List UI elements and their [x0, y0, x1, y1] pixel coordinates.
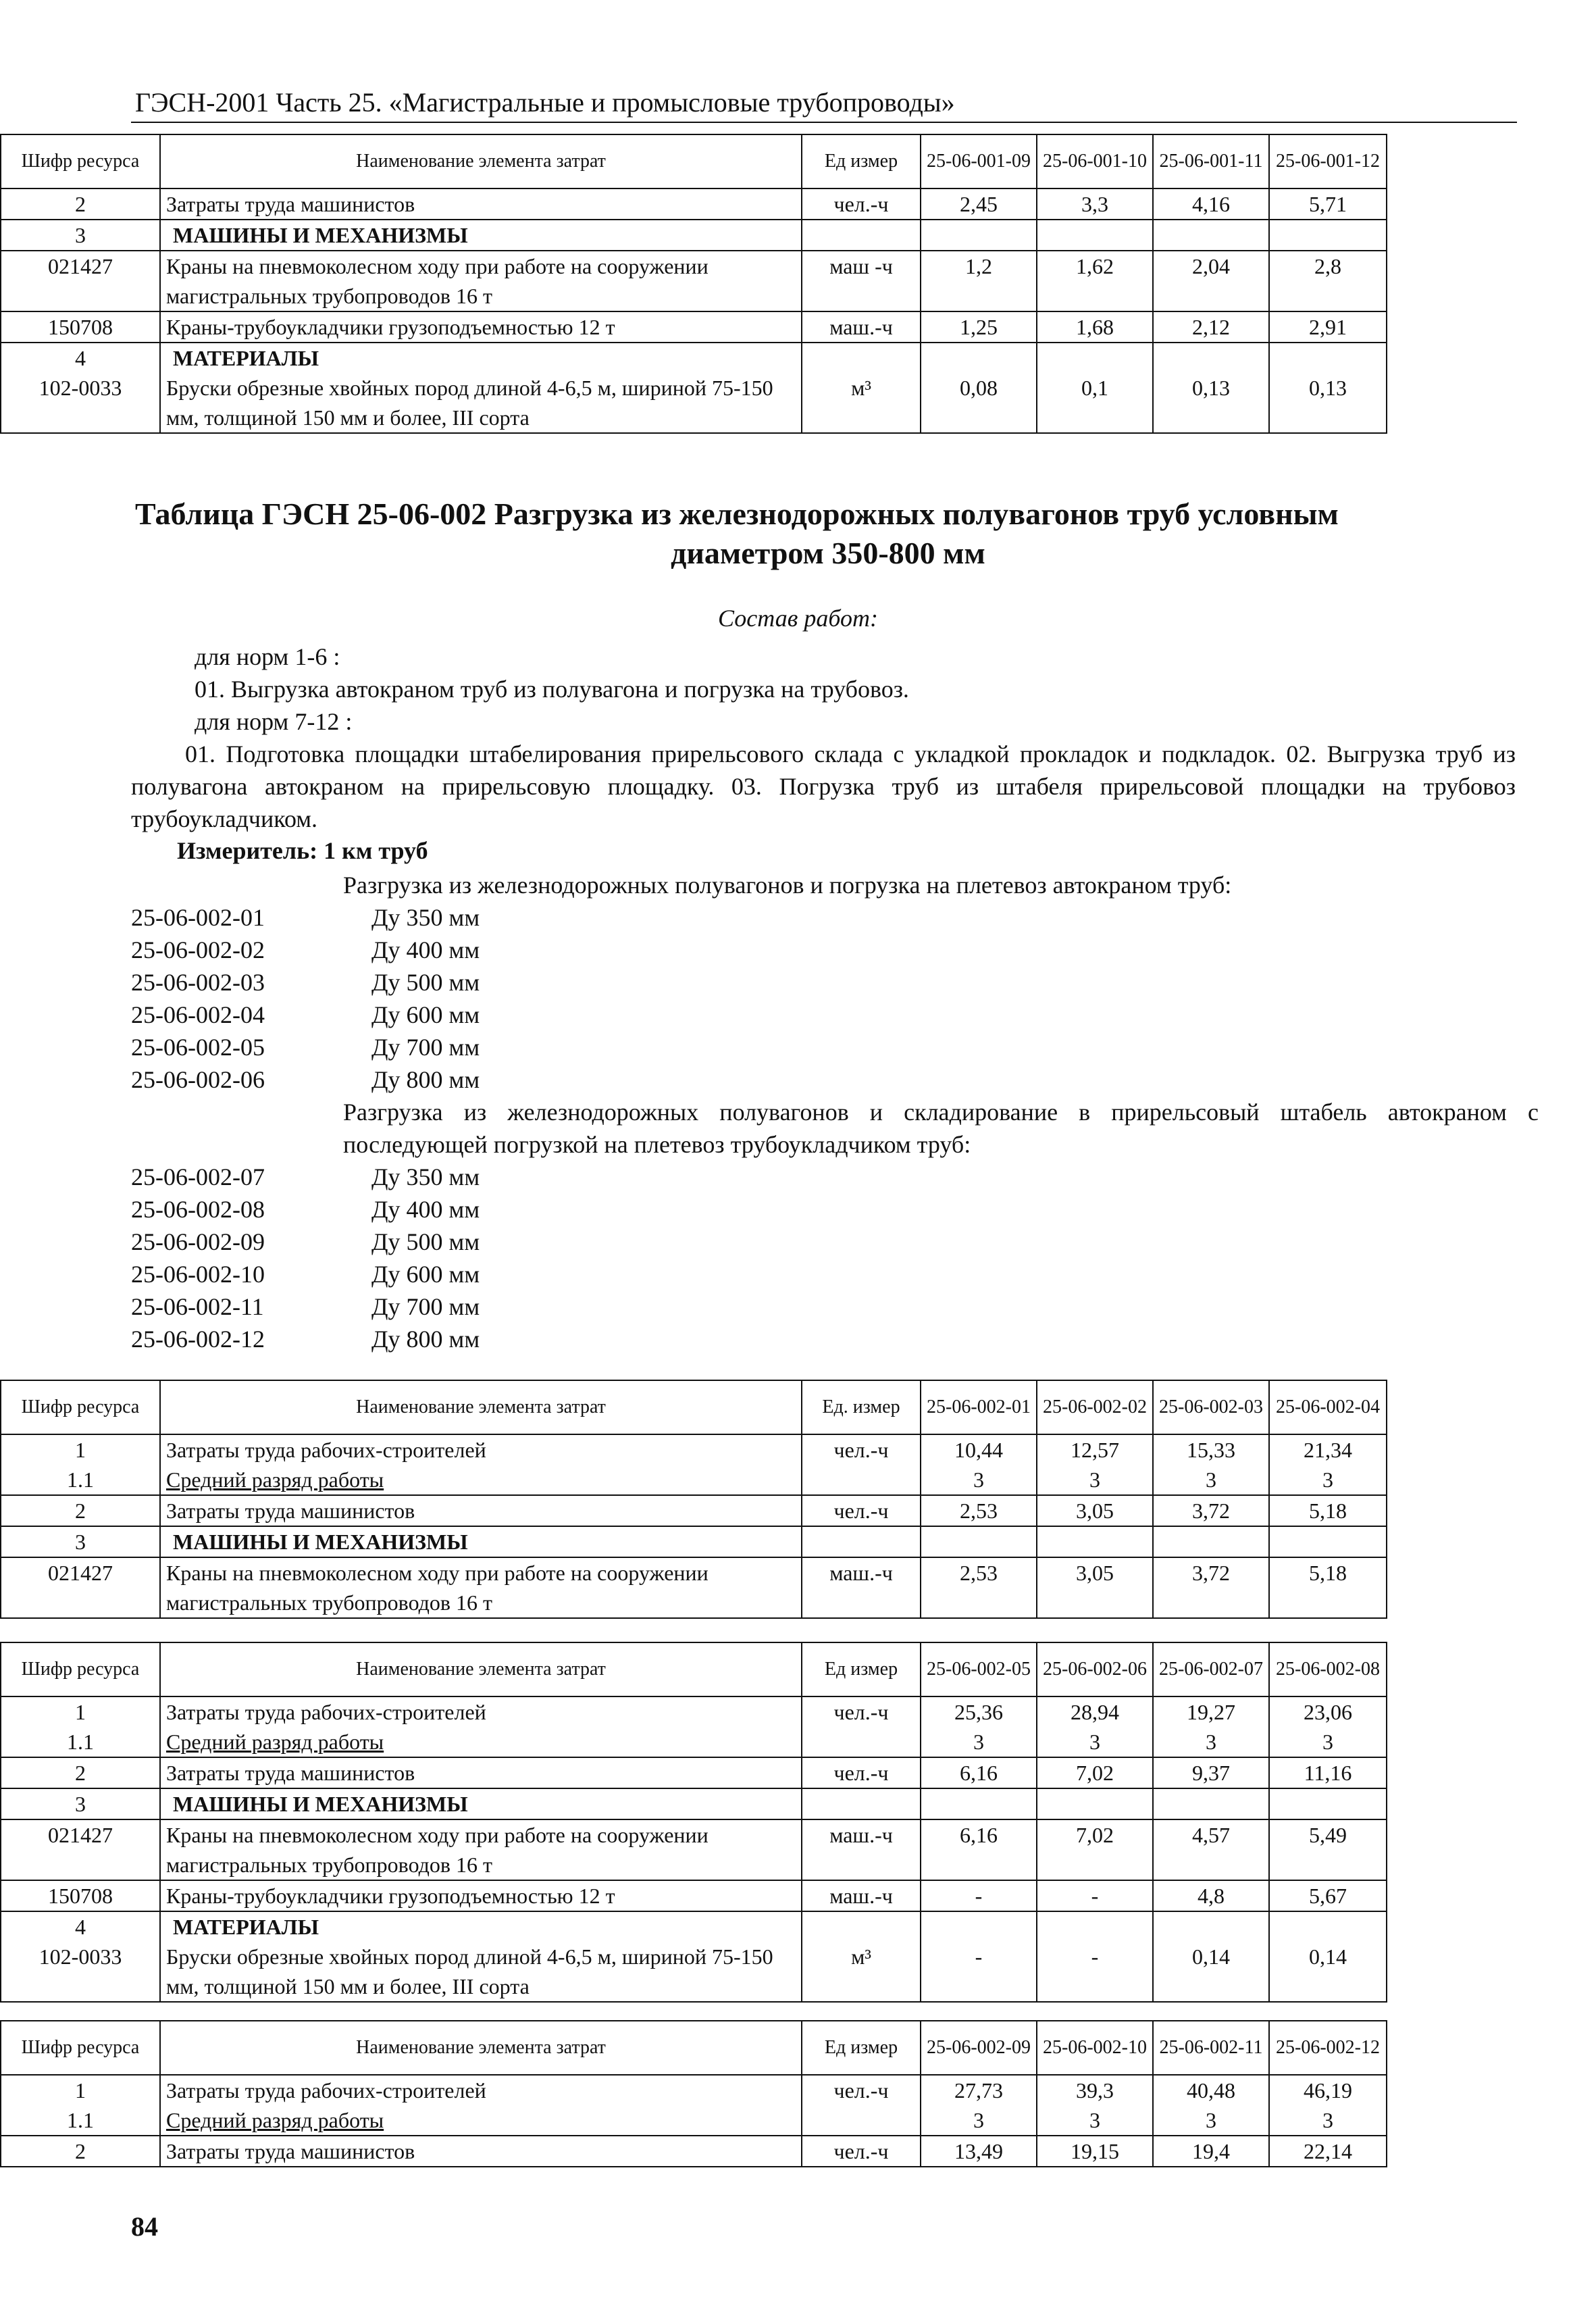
- pipe-diameter: Ду 700 мм: [371, 1293, 480, 1320]
- norm-value: 0,13: [1153, 373, 1269, 433]
- cost-element-name: Затраты труда машинистов: [160, 1495, 802, 1526]
- norm-value: -: [921, 1880, 1037, 1911]
- table-row: [1, 220, 1387, 251]
- cost-element-name: МАШИНЫ И МЕХАНИЗМЫ: [160, 220, 802, 251]
- norms-7-12-label: для норм 7-12 :: [195, 708, 353, 735]
- norm-value: 3: [1153, 2105, 1269, 2136]
- norm-code: 25-06-002-02: [131, 936, 265, 963]
- norms-1-6-label: для норм 1-6 :: [195, 643, 340, 670]
- header-unit: Ед измер: [802, 134, 921, 188]
- norm-list-2: [131, 1161, 480, 1355]
- norm-value: [1037, 1526, 1153, 1557]
- resource-table-3: [0, 1642, 1387, 2003]
- unit-of-measure: чел.-ч: [802, 2136, 921, 2167]
- resource-code: 2: [1, 188, 160, 220]
- norm-code: 25-06-002-03: [131, 969, 265, 996]
- resource-code: 1.1: [1, 1727, 160, 1757]
- cost-element-name: МАШИНЫ И МЕХАНИЗМЫ: [160, 1788, 802, 1819]
- header-norm-code: 25-06-002-09: [921, 2021, 1037, 2075]
- norms-1-6-step: 01. Выгрузка автокраном труб из полувагона и погрузка на трубовоз.: [195, 676, 909, 703]
- unit-of-measure: чел.-ч: [802, 188, 921, 220]
- norm-value: 22,14: [1269, 2136, 1387, 2167]
- norm-code: 25-06-002-05: [131, 1034, 265, 1061]
- norm-value: [1269, 343, 1387, 373]
- table-row: [1, 311, 1387, 343]
- table-row: [1, 2105, 1387, 2136]
- norm-value: [921, 1526, 1037, 1557]
- norm-code: 25-06-002-12: [131, 1326, 265, 1353]
- norm-value: 23,06: [1269, 1696, 1387, 1727]
- table-row: [1, 1434, 1387, 1465]
- norm-value: 12,57: [1037, 1434, 1153, 1465]
- norm-value: 3: [921, 2105, 1037, 2136]
- norm-value: 3: [1269, 2105, 1387, 2136]
- norm-value: 21,34: [1269, 1434, 1387, 1465]
- norm-value: 0,14: [1269, 1942, 1387, 2002]
- norm-value: [1269, 220, 1387, 251]
- unit-of-measure: маш.-ч: [802, 1557, 921, 1618]
- norm-value: 6,16: [921, 1757, 1037, 1788]
- header-norm-code: 25-06-002-07: [1153, 1642, 1269, 1696]
- cost-element-name: Бруски обрезные хвойных пород длиной 4-6,5 м, шириной 75-150 мм, толщиной 150 мм и более, III сорта: [160, 373, 802, 433]
- unit-of-measure: [802, 343, 921, 373]
- norm-value: 0,1: [1037, 373, 1153, 433]
- unit-of-measure: [802, 1526, 921, 1557]
- resource-code: 102-0033: [1, 373, 160, 433]
- table-row: [1, 373, 1387, 433]
- resource-code: 150708: [1, 1880, 160, 1911]
- norm-code: 25-06-002-11: [131, 1293, 264, 1320]
- header-code: Шифр ресурса: [1, 1380, 160, 1434]
- norm-list-item: [131, 999, 480, 1031]
- table-header-row: [1, 1380, 1387, 1434]
- norm-list-item: [131, 1323, 480, 1355]
- table-row: [1, 1526, 1387, 1557]
- resource-code: 4: [1, 343, 160, 373]
- norm-value: [1153, 1788, 1269, 1819]
- resource-code: 102-0033: [1, 1942, 160, 2002]
- pipe-diameter: Ду 600 мм: [371, 1261, 480, 1288]
- resource-code: 021427: [1, 1557, 160, 1618]
- norms-7-12-steps: 01. Подготовка площадки штабелирования прирельсового склада с укладкой прокладок и подкладок. 02. Выгрузка труб из полувагона автокраном на прирельсовую площадку. 03. Погрузка труб из штабеля прирельсовой площадки на трубовоз трубоукладчиком.: [131, 740, 1516, 832]
- cost-element-name: Затраты труда рабочих-строителей: [160, 2075, 802, 2105]
- norm-value: 3: [1153, 1727, 1269, 1757]
- norm-list-item: [131, 1290, 480, 1323]
- norm-value: 2,04: [1153, 251, 1269, 311]
- norm-value: 1,62: [1037, 251, 1153, 311]
- header-norm-code: 25-06-001-09: [921, 134, 1037, 188]
- table-row: [1, 1788, 1387, 1819]
- norm-value: 1,25: [921, 311, 1037, 343]
- norm-value: [1153, 220, 1269, 251]
- norm-value: 3,05: [1037, 1557, 1153, 1618]
- table-row: [1, 343, 1387, 373]
- norm-value: [1269, 1788, 1387, 1819]
- table-row: [1, 251, 1387, 311]
- norm-value: [1037, 1788, 1153, 1819]
- norm-value: -: [1037, 1942, 1153, 2002]
- table-header-row: [1, 134, 1387, 188]
- pipe-diameter: Ду 700 мм: [371, 1034, 480, 1061]
- cost-element-name: МАШИНЫ И МЕХАНИЗМЫ: [160, 1526, 802, 1557]
- norm-value: 3: [921, 1465, 1037, 1495]
- header-code: Шифр ресурса: [1, 134, 160, 188]
- resource-code: 3: [1, 1788, 160, 1819]
- header-code: Шифр ресурса: [1, 2021, 160, 2075]
- header-norm-code: 25-06-002-04: [1269, 1380, 1387, 1434]
- pipe-diameter: Ду 400 мм: [371, 936, 480, 963]
- norm-list-item: [131, 1226, 480, 1258]
- table-row: [1, 1495, 1387, 1526]
- norm-value: 5,49: [1269, 1819, 1387, 1880]
- unit-of-measure: маш -ч: [802, 251, 921, 311]
- table-row: [1, 1911, 1387, 1942]
- norm-value: 3: [1037, 1465, 1153, 1495]
- resource-code: 150708: [1, 311, 160, 343]
- table-row: [1, 1696, 1387, 1727]
- header-unit: Ед измер: [802, 2021, 921, 2075]
- resource-code: 021427: [1, 251, 160, 311]
- unit-of-measure: м³: [802, 1942, 921, 2002]
- norm-value: 1,2: [921, 251, 1037, 311]
- table-row: [1, 1757, 1387, 1788]
- norm-value: 3,05: [1037, 1495, 1153, 1526]
- norm-code: 25-06-002-10: [131, 1261, 265, 1288]
- norm-value: 2,91: [1269, 311, 1387, 343]
- cost-element-name: Краны на пневмоколесном ходу при работе на сооружении магистральных трубопроводов 16 т: [160, 1557, 802, 1618]
- header-code: Шифр ресурса: [1, 1642, 160, 1696]
- table-title: [135, 495, 1521, 573]
- group-2-title: Разгрузка из железнодорожных полувагонов и складирование в прирельсовый штабель автокраном с последующей погрузкой на плетевоз трубоукладчиком труб:: [343, 1099, 1539, 1158]
- norm-value: 15,33: [1153, 1434, 1269, 1465]
- norm-value: 5,71: [1269, 188, 1387, 220]
- unit-of-measure: маш.-ч: [802, 1819, 921, 1880]
- norm-value: 4,57: [1153, 1819, 1269, 1880]
- header-norm-code: 25-06-001-12: [1269, 134, 1387, 188]
- table-header-row: [1, 2021, 1387, 2075]
- resource-code: 1.1: [1, 1465, 160, 1495]
- cost-element-name: Средний разряд работы: [160, 2105, 802, 2136]
- norm-list-item: [131, 901, 480, 934]
- unit-of-measure: чел.-ч: [802, 1434, 921, 1465]
- norm-value: [1153, 1526, 1269, 1557]
- norm-value: 39,3: [1037, 2075, 1153, 2105]
- norm-value: 19,4: [1153, 2136, 1269, 2167]
- resource-code: 1.1: [1, 2105, 160, 2136]
- resource-table-1: [0, 134, 1387, 434]
- norm-code: 25-06-002-07: [131, 1163, 265, 1190]
- work-composition-heading: Состав работ:: [718, 605, 878, 632]
- norm-value: 0,08: [921, 373, 1037, 433]
- pipe-diameter: Ду 350 мм: [371, 1163, 480, 1190]
- norm-value: -: [1037, 1880, 1153, 1911]
- unit-of-measure: чел.-ч: [802, 1757, 921, 1788]
- norm-value: 2,45: [921, 188, 1037, 220]
- norm-value: 7,02: [1037, 1819, 1153, 1880]
- cost-element-name: Затраты труда рабочих-строителей: [160, 1696, 802, 1727]
- cost-element-name: Затраты труда машинистов: [160, 1757, 802, 1788]
- cost-element-name: Средний разряд работы: [160, 1465, 802, 1495]
- norm-value: 10,44: [921, 1434, 1037, 1465]
- title-line-1: Таблица ГЭСН 25-06-002 Разгрузка из железнодорожных полувагонов труб условным: [135, 497, 1339, 531]
- norm-list-item: [131, 934, 480, 966]
- table-row: [1, 1819, 1387, 1880]
- header-name: Наименование элемента затрат: [160, 1642, 802, 1696]
- unit-of-measure: маш.-ч: [802, 311, 921, 343]
- norm-value: 3: [1269, 1465, 1387, 1495]
- norm-list-item: [131, 1161, 480, 1193]
- resource-table-2: [0, 1380, 1387, 1619]
- norm-value: [1153, 343, 1269, 373]
- unit-of-measure: [802, 220, 921, 251]
- header-norm-code: 25-06-002-05: [921, 1642, 1037, 1696]
- measure-unit: Измеритель: 1 км труб: [177, 837, 428, 864]
- norm-value: 3: [1037, 1727, 1153, 1757]
- norm-value: 2,8: [1269, 251, 1387, 311]
- unit-of-measure: маш.-ч: [802, 1880, 921, 1911]
- header-name: Наименование элемента затрат: [160, 2021, 802, 2075]
- header-norm-code: 25-06-002-06: [1037, 1642, 1153, 1696]
- unit-of-measure: чел.-ч: [802, 2075, 921, 2105]
- header-norm-code: 25-06-002-12: [1269, 2021, 1387, 2075]
- header-unit: Ед измер: [802, 1642, 921, 1696]
- title-line-2: диаметром 350-800 мм: [671, 536, 985, 570]
- header-norm-code: 25-06-002-10: [1037, 2021, 1153, 2075]
- norm-value: 2,12: [1153, 311, 1269, 343]
- norm-value: 6,16: [921, 1819, 1037, 1880]
- norm-value: [1153, 1911, 1269, 1942]
- norm-list-item: [131, 1031, 480, 1063]
- resource-code: 3: [1, 220, 160, 251]
- table-row: [1, 1557, 1387, 1618]
- cost-element-name: Затраты труда машинистов: [160, 188, 802, 220]
- resource-code: 1: [1, 2075, 160, 2105]
- page-header: ГЭСН-2001 Часть 25. «Магистральные и промысловые трубопроводы»: [135, 87, 955, 118]
- norm-value: 3: [1037, 2105, 1153, 2136]
- norm-code: 25-06-002-06: [131, 1066, 265, 1093]
- page-number: 84: [131, 2211, 158, 2242]
- cost-element-name: Краны на пневмоколесном ходу при работе на сооружении магистральных трубопроводов 16 т: [160, 251, 802, 311]
- header-norm-code: 25-06-001-10: [1037, 134, 1153, 188]
- norm-value: 3,72: [1153, 1557, 1269, 1618]
- cost-element-name: Бруски обрезные хвойных пород длиной 4-6,5 м, шириной 75-150 мм, толщиной 150 мм и более, III сорта: [160, 1942, 802, 2002]
- table-row: [1, 1942, 1387, 2002]
- norm-value: 1,68: [1037, 311, 1153, 343]
- unit-of-measure: [802, 1911, 921, 1942]
- norm-value: 27,73: [921, 2075, 1037, 2105]
- norm-list-item: [131, 966, 480, 999]
- norm-value: 4,16: [1153, 188, 1269, 220]
- unit-of-measure: м³: [802, 373, 921, 433]
- norm-value: [921, 220, 1037, 251]
- norm-value: 2,53: [921, 1495, 1037, 1526]
- resource-code: 1: [1, 1696, 160, 1727]
- cost-element-name: Краны-трубоукладчики грузоподъемностью 12 т: [160, 311, 802, 343]
- pipe-diameter: Ду 350 мм: [371, 904, 480, 931]
- norm-value: [1269, 1526, 1387, 1557]
- norm-value: 5,18: [1269, 1495, 1387, 1526]
- table-row: [1, 1465, 1387, 1495]
- unit-of-measure: [802, 1727, 921, 1757]
- norm-value: 5,67: [1269, 1880, 1387, 1911]
- norm-list-item: [131, 1258, 480, 1290]
- unit-of-measure: [802, 1788, 921, 1819]
- unit-of-measure: чел.-ч: [802, 1495, 921, 1526]
- resource-code: 021427: [1, 1819, 160, 1880]
- norm-value: [1037, 343, 1153, 373]
- header-name: Наименование элемента затрат: [160, 1380, 802, 1434]
- table-row: [1, 2075, 1387, 2105]
- header-rule: [131, 122, 1517, 123]
- norm-value: 0,13: [1269, 373, 1387, 433]
- cost-element-name: МАТЕРИАЛЫ: [160, 343, 802, 373]
- norm-value: [1269, 1911, 1387, 1942]
- norm-value: 5,18: [1269, 1557, 1387, 1618]
- norm-value: [921, 1788, 1037, 1819]
- table-row: [1, 188, 1387, 220]
- norm-value: 3,3: [1037, 188, 1153, 220]
- norm-value: 3: [921, 1727, 1037, 1757]
- norm-value: 3,72: [1153, 1495, 1269, 1526]
- norm-code: 25-06-002-01: [131, 904, 265, 931]
- header-norm-code: 25-06-002-01: [921, 1380, 1037, 1434]
- header-norm-code: 25-06-002-02: [1037, 1380, 1153, 1434]
- norm-value: [1037, 220, 1153, 251]
- norm-value: 25,36: [921, 1696, 1037, 1727]
- pipe-diameter: Ду 800 мм: [371, 1326, 480, 1353]
- table-row: [1, 1727, 1387, 1757]
- norm-value: 19,15: [1037, 2136, 1153, 2167]
- unit-of-measure: [802, 1465, 921, 1495]
- pipe-diameter: Ду 500 мм: [371, 969, 480, 996]
- cost-element-name: Затраты труда рабочих-строителей: [160, 1434, 802, 1465]
- header-norm-code: 25-06-001-11: [1153, 134, 1269, 188]
- norm-value: 11,16: [1269, 1757, 1387, 1788]
- header-norm-code: 25-06-002-08: [1269, 1642, 1387, 1696]
- header-norm-code: 25-06-002-03: [1153, 1380, 1269, 1434]
- norm-value: [921, 1911, 1037, 1942]
- norm-value: 46,19: [1269, 2075, 1387, 2105]
- norm-value: 3: [1269, 1727, 1387, 1757]
- pipe-diameter: Ду 600 мм: [371, 1001, 480, 1028]
- cost-element-name: Краны на пневмоколесном ходу при работе на сооружении магистральных трубопроводов 16 т: [160, 1819, 802, 1880]
- pipe-diameter: Ду 800 мм: [371, 1066, 480, 1093]
- norm-list-item: [131, 1193, 480, 1226]
- resource-table-4: [0, 2020, 1387, 2167]
- cost-element-name: Затраты труда машинистов: [160, 2136, 802, 2167]
- norm-value: 40,48: [1153, 2075, 1269, 2105]
- cost-element-name: Средний разряд работы: [160, 1727, 802, 1757]
- cost-element-name: МАТЕРИАЛЫ: [160, 1911, 802, 1942]
- norm-value: -: [921, 1942, 1037, 2002]
- resource-code: 4: [1, 1911, 160, 1942]
- resource-code: 2: [1, 2136, 160, 2167]
- norm-value: [1037, 1911, 1153, 1942]
- norm-code: 25-06-002-04: [131, 1001, 265, 1028]
- table-row: [1, 2136, 1387, 2167]
- table-row: [1, 1880, 1387, 1911]
- norm-list-item: [131, 1063, 480, 1096]
- norm-value: 7,02: [1037, 1757, 1153, 1788]
- header-unit: Ед. измер: [802, 1380, 921, 1434]
- resource-code: 2: [1, 1757, 160, 1788]
- unit-of-measure: [802, 2105, 921, 2136]
- table-header-row: [1, 1642, 1387, 1696]
- norm-list-1: [131, 901, 480, 1096]
- pipe-diameter: Ду 500 мм: [371, 1228, 480, 1255]
- resource-code: 3: [1, 1526, 160, 1557]
- norm-value: 3: [1153, 1465, 1269, 1495]
- norm-value: 2,53: [921, 1557, 1037, 1618]
- norm-value: 9,37: [1153, 1757, 1269, 1788]
- norm-value: 0,14: [1153, 1942, 1269, 2002]
- norm-value: 4,8: [1153, 1880, 1269, 1911]
- group-1-title: Разгрузка из железнодорожных полувагонов и погрузка на плетевоз автокраном труб:: [343, 872, 1232, 899]
- resource-code: 2: [1, 1495, 160, 1526]
- norm-value: 19,27: [1153, 1696, 1269, 1727]
- header-name: Наименование элемента затрат: [160, 134, 802, 188]
- header-norm-code: 25-06-002-11: [1153, 2021, 1269, 2075]
- norm-code: 25-06-002-09: [131, 1228, 265, 1255]
- norm-value: 28,94: [1037, 1696, 1153, 1727]
- norm-code: 25-06-002-08: [131, 1196, 265, 1223]
- norm-value: 13,49: [921, 2136, 1037, 2167]
- resource-code: 1: [1, 1434, 160, 1465]
- norm-value: [921, 343, 1037, 373]
- cost-element-name: Краны-трубоукладчики грузоподъемностью 12 т: [160, 1880, 802, 1911]
- pipe-diameter: Ду 400 мм: [371, 1196, 480, 1223]
- unit-of-measure: чел.-ч: [802, 1696, 921, 1727]
